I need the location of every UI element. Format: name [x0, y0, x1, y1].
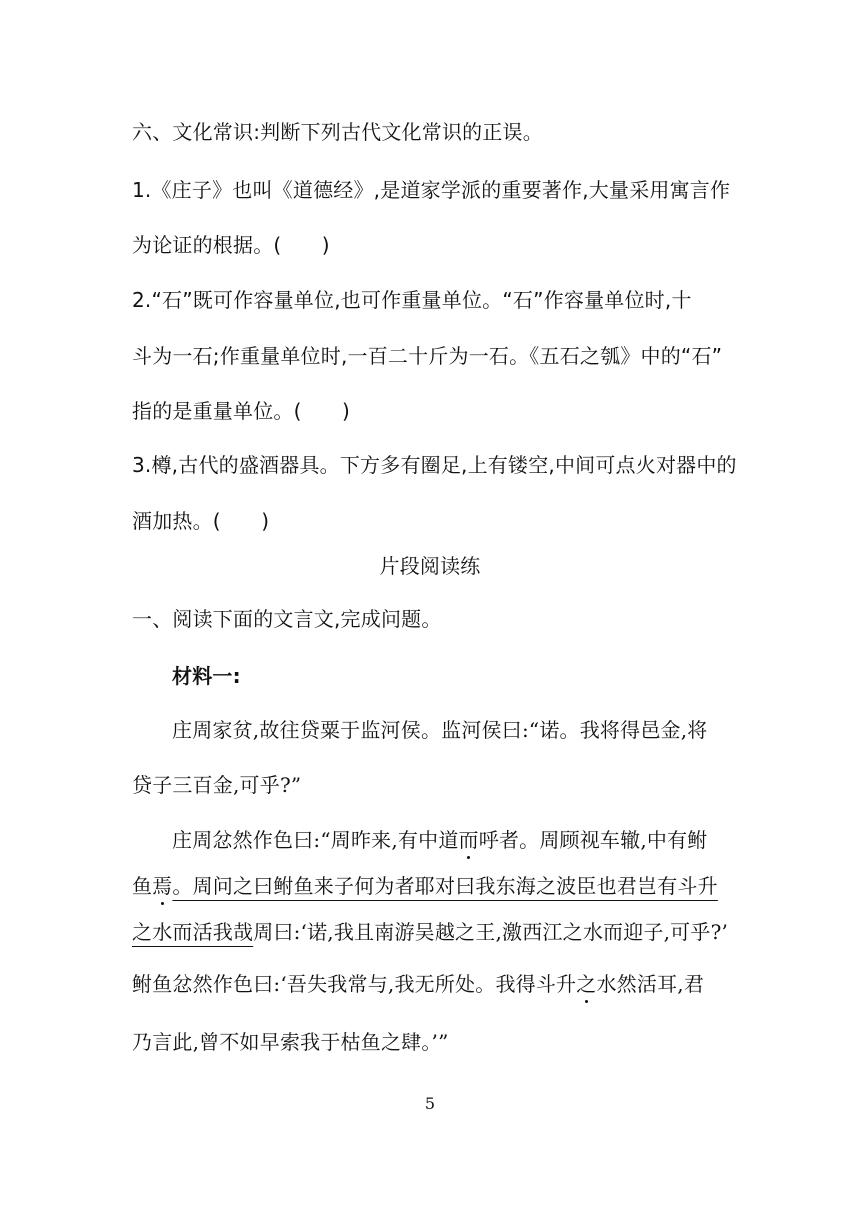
passage-2-line-2	[132, 872, 718, 900]
passage-1-line-1: 庄周家贫,故往贷粟于监河侯。监河侯曰:“诺。我将得邑金,将	[172, 718, 708, 742]
question-3-line-2: 酒加热。( )	[132, 509, 270, 533]
section-title: 片段阅读练	[379, 554, 481, 578]
underlined-passage: 之水而活我哉	[132, 920, 254, 944]
passage-1-line-2: 贷子三百金,可乎?”	[132, 773, 302, 797]
reading-instruction: 一、阅读下面的文言文,完成问题。	[132, 607, 442, 631]
passage-text: 鱼	[132, 874, 153, 898]
passage-text: 呼者。周顾视车辙,中有鲋	[478, 828, 708, 852]
question-3-line-1: 3.樽,古代的盛酒器具。下方多有圈足,上有镂空,中间可点火对器中的	[132, 453, 737, 477]
passage-text: 庄周忿然作色曰:“周昨来,有中道	[172, 828, 459, 852]
emphasis-dot-char: 而	[458, 828, 479, 852]
passage-text: 周曰:‘诺,我且南游吴越之王,激西江之水而迎子,可乎?’	[253, 920, 729, 944]
passage-text: 水然活耳,君	[596, 972, 705, 996]
section-heading: 六、文化常识:判断下列古代文化常识的正误。	[132, 120, 543, 144]
material-label: 材料一:	[172, 664, 241, 688]
emphasis-dot-char: 之	[576, 972, 597, 996]
passage-2-line-1	[172, 826, 708, 854]
question-2-line-2: 斗为一石;作重量单位时,一百二十斤为一石。《五石之瓠》中的“石”	[132, 344, 723, 368]
question-2-line-3: 指的是重量单位。( )	[132, 399, 351, 423]
passage-text: 鲋鱼忿然作色曰:‘吾失我常与,我无所处。我得斗升	[132, 972, 577, 996]
passage-2-line-4	[132, 970, 704, 998]
underlined-passage: 。周问之曰鲋鱼来子何为者耶对曰我东海之波臣也君岂有斗升	[172, 874, 718, 898]
question-1-line-1: 1.《庄子》也叫《道德经》,是道家学派的重要著作,大量采用寓言作	[132, 178, 731, 202]
passage-2-line-3	[132, 918, 728, 946]
emphasis-dot-char: 焉	[152, 874, 173, 898]
question-1-line-2: 为论证的根据。( )	[132, 233, 330, 257]
question-2-line-1: 2.“石”既可作容量单位,也可作重量单位。“石”作容量单位时,十	[132, 288, 692, 312]
page-number: 5	[424, 1094, 436, 1113]
passage-2-line-5: 乃言此,曾不如早索我于枯鱼之肆。’”	[132, 1030, 449, 1054]
